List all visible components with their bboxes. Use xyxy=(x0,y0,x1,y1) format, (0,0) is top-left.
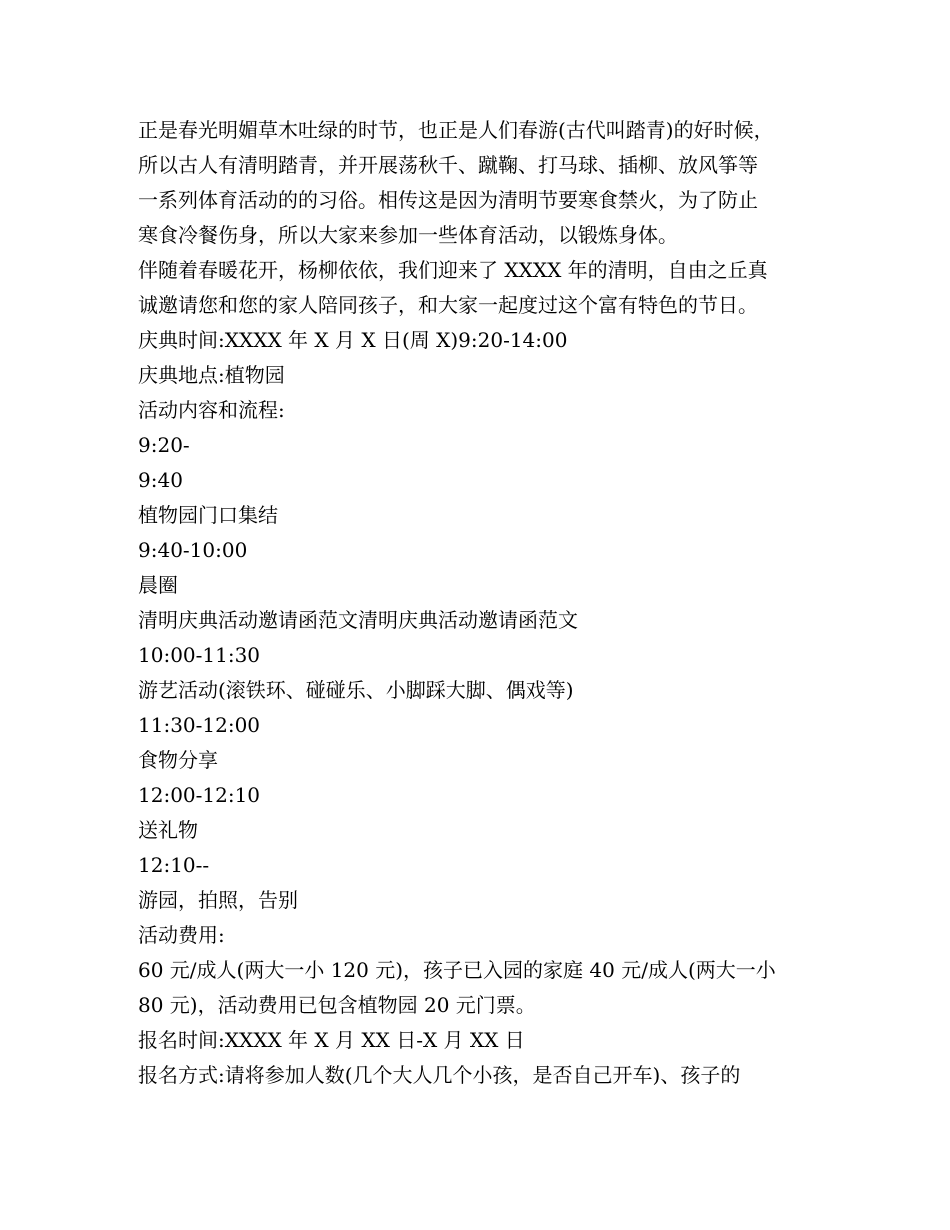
text-line: 诚邀请您和您的家人陪同孩子，和大家一起度过这个富有特色的节日。 xyxy=(138,293,758,317)
paragraph xyxy=(138,708,828,743)
text-line: 寒食冷餐伤身，所以大家来参加一些体育活动，以锻炼身体。 xyxy=(138,223,678,247)
text-line: 清明庆典活动邀请函范文清明庆典活动邀请函范文 xyxy=(138,608,578,632)
paragraph xyxy=(138,918,828,953)
paragraph xyxy=(138,1058,828,1093)
text-line: 植物园门口集结 xyxy=(138,503,278,527)
paragraph xyxy=(138,1023,828,1058)
text-line: 10:00-11:30 xyxy=(138,643,261,667)
text-line: 11:30-12:00 xyxy=(138,713,261,737)
text-line: 报名时间:XXXX 年 X 月 XX 日-X 月 XX 日 xyxy=(138,1028,525,1052)
text-line: 9:40 xyxy=(138,468,183,492)
text-line: 9:40-10:00 xyxy=(138,538,248,562)
paragraph xyxy=(138,638,828,673)
text-line: 活动费用: xyxy=(138,923,225,947)
paragraph xyxy=(138,743,828,778)
document-body xyxy=(138,113,828,1093)
text-line: 12:10-- xyxy=(138,853,210,877)
text-line: 食物分享 xyxy=(138,748,218,772)
text-line: 9:20- xyxy=(138,433,190,457)
text-line: 正是春光明媚草木吐绿的时节，也正是人们春游(古代叫踏青)的好时候， xyxy=(138,118,774,142)
text-line: 伴随着春暖花开，杨柳依依，我们迎来了 XXXX 年的清明，自由之丘真 xyxy=(138,258,768,282)
paragraph xyxy=(138,883,828,918)
paragraph xyxy=(138,113,828,253)
paragraph xyxy=(138,533,828,568)
text-line: 60 元/成人(两大一小 120 元)，孩子已入园的家庭 40 元/成人(两大一小 xyxy=(138,958,776,982)
paragraph xyxy=(138,498,828,533)
paragraph xyxy=(138,393,828,428)
text-line: 80 元)，活动费用已包含植物园 20 元门票。 xyxy=(138,993,536,1017)
text-line: 庆典时间:XXXX 年 X 月 X 日(周 X)9:20-14:00 xyxy=(138,328,568,352)
text-line: 庆典地点:植物园 xyxy=(138,363,285,387)
text-line: 游艺活动(滚铁环、碰碰乐、小脚踩大脚、偶戏等) xyxy=(138,678,574,702)
paragraph xyxy=(138,778,828,813)
paragraph xyxy=(138,848,828,883)
text-line: 送礼物 xyxy=(138,818,198,842)
paragraph xyxy=(138,603,828,638)
text-line: 晨圈 xyxy=(138,573,178,597)
paragraph xyxy=(138,568,828,603)
paragraph xyxy=(138,253,828,323)
text-line: 活动内容和流程: xyxy=(138,398,285,422)
text-line: 一系列体育活动的的习俗。相传这是因为清明节要寒食禁火，为了防止 xyxy=(138,188,758,212)
paragraph xyxy=(138,358,828,393)
paragraph xyxy=(138,428,828,463)
paragraph xyxy=(138,463,828,498)
paragraph xyxy=(138,813,828,848)
paragraph xyxy=(138,673,828,708)
paragraph xyxy=(138,953,828,1023)
paragraph xyxy=(138,323,828,358)
text-line: 12:00-12:10 xyxy=(138,783,261,807)
text-line: 游园，拍照，告别 xyxy=(138,888,298,912)
text-line: 报名方式:请将参加人数(几个大人几个小孩，是否自己开车)、孩子的 xyxy=(138,1063,741,1087)
text-line: 所以古人有清明踏青，并开展荡秋千、蹴鞠、打马球、插柳、放风筝等 xyxy=(138,153,758,177)
